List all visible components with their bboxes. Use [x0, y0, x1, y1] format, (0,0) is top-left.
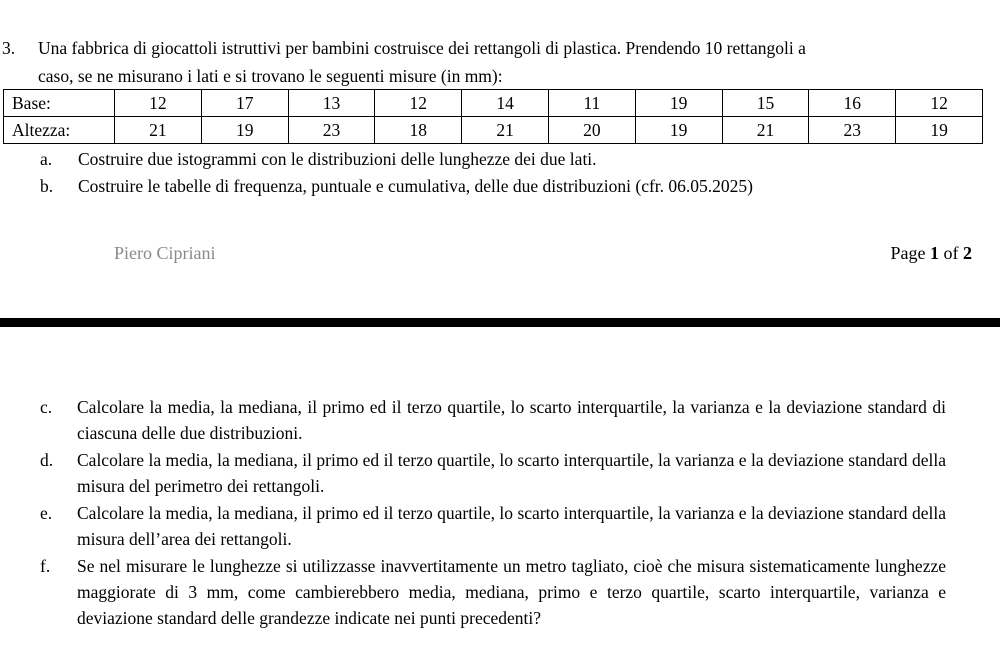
measurements-table — [3, 89, 983, 144]
row-label: Altezza: — [4, 117, 115, 144]
table-cell: 12 — [896, 90, 983, 117]
table-cell: 21 — [115, 117, 202, 144]
table-cell: 15 — [722, 90, 809, 117]
problem-intro-line-1: Una fabbrica di giocattoli istruttivi per bambini costruisce dei rettangoli di plastica. Prendendo 10 rettangoli a — [38, 38, 806, 58]
page-total: 2 — [963, 243, 972, 263]
table-cell: 12 — [375, 90, 462, 117]
row-label: Base: — [4, 90, 115, 117]
table-cell: 19 — [201, 117, 288, 144]
page-current: 1 — [930, 243, 939, 263]
question-d — [40, 447, 946, 499]
question-letter: f. — [40, 556, 51, 576]
page-word: Page — [890, 243, 926, 263]
question-text: Se nel misurare le lunghezze si utilizzasse inavvertitamente un metro tagliato, cioè che misura sistematicamente lunghezze maggiorate di 3 mm, come cambierebbero media, mediana, primo e terzo quartile, scarto interquartile, varianza e deviazione standard delle grandezze indicate nei punti precedenti? — [77, 556, 946, 628]
table-cell: 23 — [288, 117, 375, 144]
question-e — [40, 500, 946, 552]
question-a — [40, 149, 597, 170]
table-cell: 14 — [462, 90, 549, 117]
question-c — [40, 394, 946, 446]
question-text: Costruire le tabelle di frequenza, puntuale e cumulativa, delle due distribuzioni (cfr. 06.05.2025) — [78, 176, 753, 196]
question-letter: b. — [40, 176, 54, 196]
table-cell: 11 — [548, 90, 635, 117]
table-cell: 17 — [201, 90, 288, 117]
question-b — [40, 176, 753, 197]
question-text: Calcolare la media, la mediana, il primo ed il terzo quartile, lo scarto interquartile, la varianza e la deviazione standard della misura del perimetro dei rettangoli. — [77, 450, 946, 496]
table-cell: 21 — [722, 117, 809, 144]
problem-number: 3. — [2, 38, 16, 58]
question-letter: d. — [40, 450, 54, 470]
question-letter: c. — [40, 397, 53, 417]
table-cell: 21 — [462, 117, 549, 144]
table-row-altezza — [4, 117, 983, 144]
question-text: Costruire due istogrammi con le distribuzioni delle lunghezze dei due lati. — [78, 149, 597, 169]
table-cell: 20 — [548, 117, 635, 144]
table-cell: 19 — [635, 90, 722, 117]
question-text: Calcolare la media, la mediana, il primo ed il terzo quartile, lo scarto interquartile, la varianza e la deviazione standard della misura dell’area dei rettangoli. — [77, 503, 946, 549]
page-break-divider — [0, 318, 1000, 327]
table-cell: 13 — [288, 90, 375, 117]
of-word: of — [943, 243, 959, 263]
question-text: Calcolare la media, la mediana, il primo ed il terzo quartile, lo scarto interquartile, la varianza e la deviazione standard di ciascuna delle due distribuzioni. — [77, 397, 946, 443]
table-cell: 12 — [115, 90, 202, 117]
footer-author: Piero Cipriani — [114, 243, 216, 263]
question-letter: a. — [40, 149, 53, 169]
table-cell: 19 — [896, 117, 983, 144]
table-cell: 18 — [375, 117, 462, 144]
problem-intro-line-2: caso, se ne misurano i lati e si trovano le seguenti misure (in mm): — [38, 66, 503, 86]
table-cell: 19 — [635, 117, 722, 144]
footer-page-number — [891, 243, 973, 264]
table-row-base — [4, 90, 983, 117]
table-cell: 23 — [809, 117, 896, 144]
question-f — [40, 553, 946, 631]
question-letter: e. — [40, 503, 53, 523]
table-cell: 16 — [809, 90, 896, 117]
